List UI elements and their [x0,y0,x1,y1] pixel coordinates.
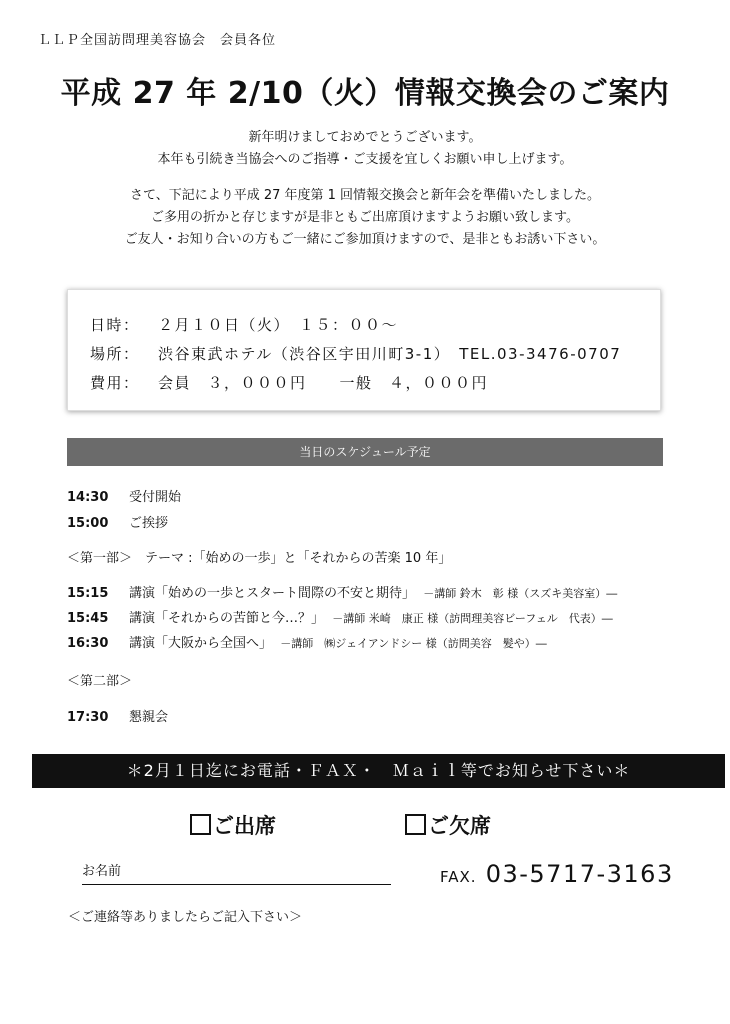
part2-heading: ＜第二部＞ [67,674,133,689]
schedule-item: 講演「大阪から全国へ」 [129,636,273,651]
date-label: 日時： [90,316,140,334]
body-line: ご友人・お知り合いの方もご一緒にご参加頂けますので、是非ともお誘い下さい。 [124,232,606,247]
page-title: 平成 27 年 2/10（火）情報交換会のご案内 [60,76,670,111]
absent-checkbox[interactable] [405,814,426,835]
body-line: ご多用の折かと存じますが是非ともご出席頂けますようお願い致します。 [151,210,579,225]
body-line: さて、下記により平成 27 年度第 1 回情報交換会と新年会を準備いたしました。 [129,188,601,203]
place-label: 場所： [90,345,140,363]
event-info-box [67,289,661,411]
name-label: お名前 [82,864,122,879]
schedule-row [67,706,168,725]
schedule-row [67,607,613,626]
date-row [90,314,398,335]
schedule-row [67,632,547,651]
schedule-time: 14:30 [67,490,109,505]
schedule-speaker: －講師 鈴木 彰 様（スズキ美容室）― [423,587,618,600]
schedule-time: 15:00 [67,516,109,531]
addressee: ＬＬＰ全国訪問理美容協会 会員各位 [38,33,277,48]
schedule-row [67,512,168,531]
greeting [0,127,730,171]
absent-label: ご欠席 [428,814,491,838]
fax-number-line [440,860,674,888]
schedule-speaker: －講師 ㈱ジェイアンドシー 様（訪問美容 髪や）― [280,637,547,650]
schedule-time: 16:30 [67,636,109,651]
fax-number: 03-5717-3163 [485,860,674,888]
fee-label: 費用： [90,374,140,392]
rsvp-deadline-banner: ＊2月１日迄にお電話・ＦＡＸ・ Ｍａｉｌ等でお知らせ下さい＊ [32,754,725,788]
place-row [90,343,621,364]
schedule-time: 17:30 [67,710,109,725]
fax-label: FAX. [440,868,477,886]
part1-heading: ＜第一部＞ テーマ :「始めの一歩」と「それからの苦楽 10 年」 [67,551,452,566]
body-text [0,185,730,251]
date-value: ２月１０日（火） １５：００～ [158,316,399,334]
schedule-item: 受付開始 [129,490,182,505]
absent-option[interactable] [405,810,491,840]
fee-value: 会員 ３，０００円 一般 ４，０００円 [158,374,489,392]
schedule-header: 当日のスケジュール予定 [67,438,663,466]
schedule-item: 講演「始めの一歩とスタート間際の不安と期待」 [129,586,416,601]
schedule-item: 講演「それからの苦節と今…？」 [129,611,325,626]
attend-label: ご出席 [213,814,276,838]
name-field-line[interactable] [82,884,391,885]
attend-option[interactable] [190,810,276,840]
attend-checkbox[interactable] [190,814,211,835]
schedule-item: 懇親会 [129,710,169,725]
schedule-time: 15:15 [67,586,109,601]
greeting-line: 本年も引続き当協会へのご指導・ご支援を宜しくお願い申し上げます。 [157,152,573,167]
schedule-time: 15:45 [67,611,109,626]
greeting-line: 新年明けましておめでとうございます。 [248,130,482,145]
schedule-item: ご挨拶 [129,516,169,531]
schedule-speaker: －講師 米崎 康正 様（訪問理美容ビーフェル 代表）― [332,612,613,625]
schedule-row [67,486,181,505]
fee-row [90,372,488,393]
footer-note: ＜ご連絡等ありましたらご記入下さい＞ [68,910,303,925]
schedule-row [67,582,617,601]
place-value: 渋谷東武ホテル（渋谷区宇田川町3-1） TEL.03-3476-0707 [158,345,622,363]
